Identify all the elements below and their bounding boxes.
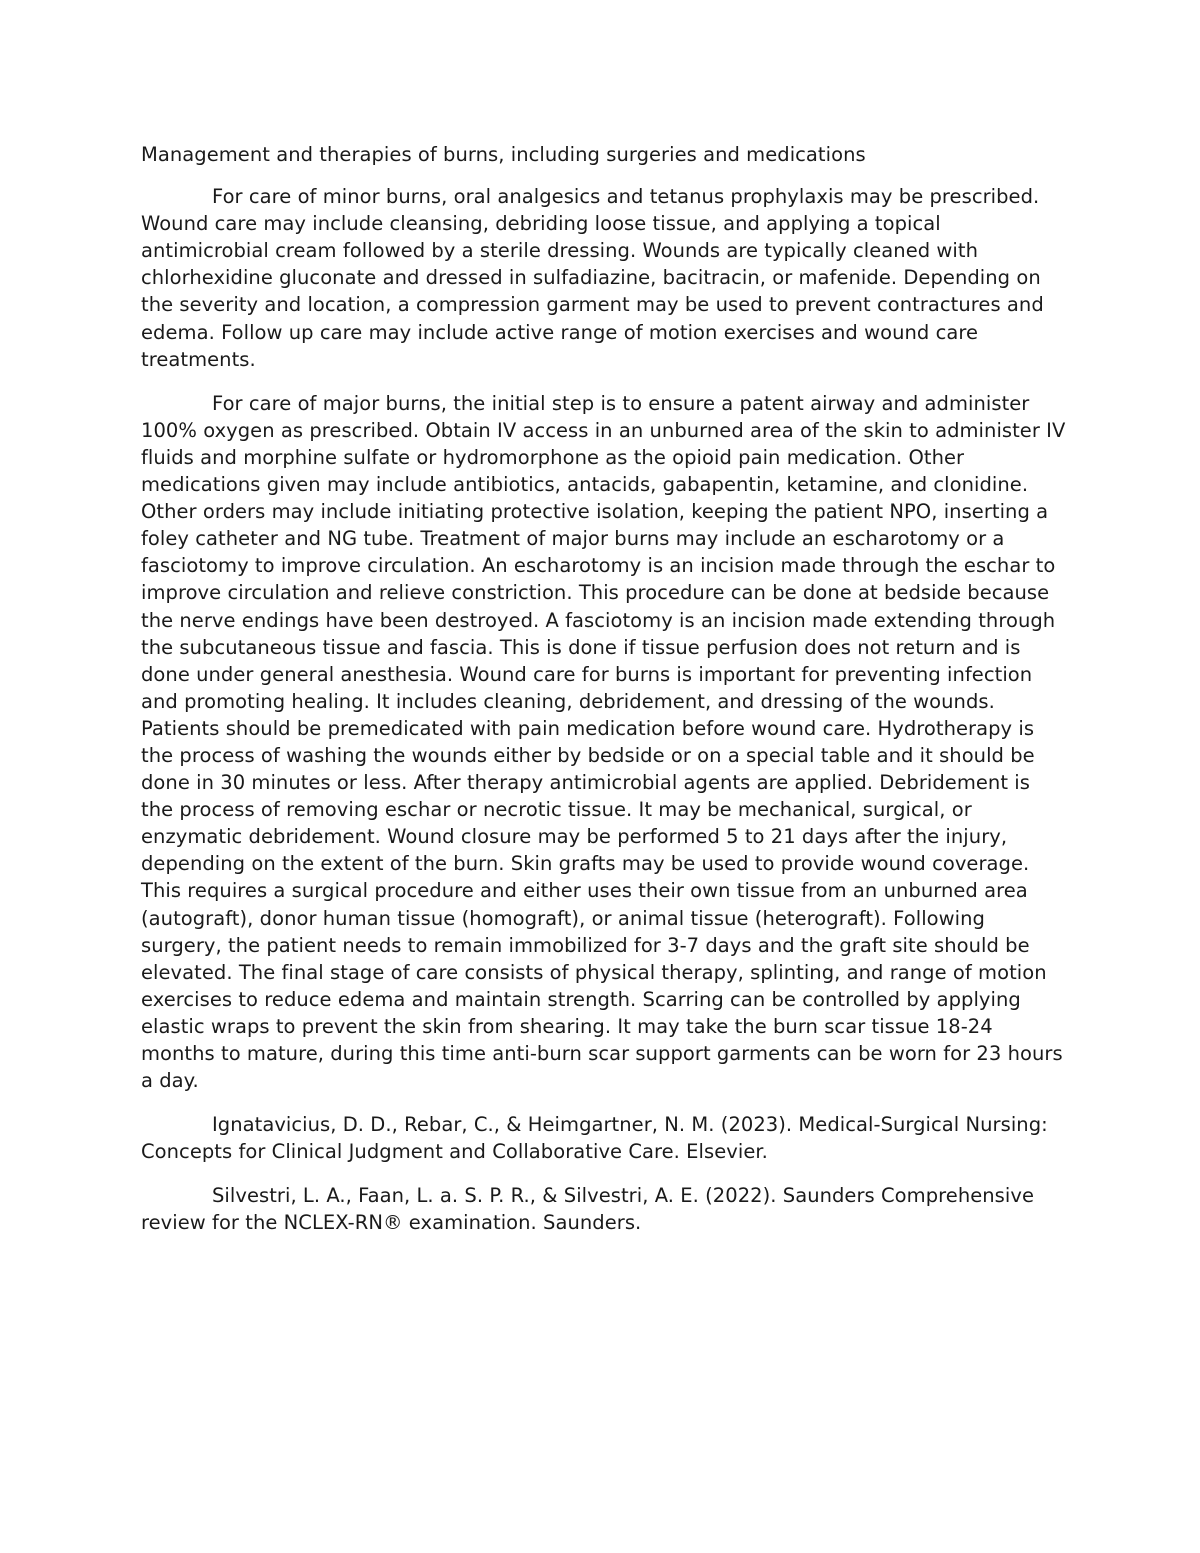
- document-body: [141, 141, 1066, 1254]
- document-title: Management and therapies of burns, including surgeries and medications: [141, 143, 866, 166]
- paragraph-major-burns: For care of major burns, the initial step is to ensure a patent airway and administer 100% oxygen as prescribed. Obtain IV access in an unburned area of the skin to administer IV fluids and morphine sulfate or hydromorphone as the opioid pain medication. Other medications given may include antibiotics, antacids, gabapentin, ketamine, and clonidine. Other orders may include initiating protective isolation, keeping the patient NPO, inserting a foley catheter and NG tube. Treatment of major burns may include an escharotomy or a fasciotomy to improve circulation. An escharotomy is an incision made through the eschar to improve circulation and relieve constriction. This procedure can be done at bedside because the nerve endings have been destroyed. A fasciotomy is an incision made extending through the subcutaneous tissue and fascia. This is done if tissue perfusion does not return and is done under general anesthesia. Wound care for burns is important for preventing infection and promoting healing. It includes cleaning, debridement, and dressing of the wounds. Patients should be premedicated with pain medication before wound care. Hydrotherapy is the process of washing the wounds either by bedside or on a special table and it should be done in 30 minutes or less. After therapy antimicrobial agents are applied. Debridement is the process of removing eschar or necrotic tissue. It may be mechanical, surgical, or enzymatic debridement. Wound closure may be performed 5 to 21 days after the injury, depending on the extent of the burn. Skin grafts may be used to provide wound coverage. This requires a surgical procedure and either uses their own tissue from an unburned area (autograft), donor human tissue (homograft), or animal tissue (heterograft). Following surgery, the patient needs to remain immobilized for 3-7 days and the graft site should be elevated. The final stage of care consists of physical therapy, splinting, and range of motion exercises to reduce edema and maintain strength. Scarring can be controlled by applying elastic wraps to prevent the skin from shearing. It may take the burn scar tissue 18-24 months to mature, during this time anti-burn scar support garments can be worn for 23 hours a day.: [141, 391, 1066, 1093]
- reference-silvestri: Silvestri, L. A., Faan, L. a. S. P. R., & Silvestri, A. E. (2022). Saunders Comprehensive review for the NCLEX-RN® examination. Saunders.: [141, 1184, 1034, 1235]
- paragraph-minor-burns: For care of minor burns, oral analgesics and tetanus prophylaxis may be prescribed. Wound care may include cleansing, debriding loose tissue, and applying a topical antimicrobial cream followed by a sterile dressing. Wounds are typically cleaned with chlorhexidine gluconate and dressed in sulfadiazine, bacitracin, or mafenide. Depending on the severity and location, a compression garment may be used to prevent contractures and edema. Follow up care may include active range of motion exercises and wound care treatments.: [141, 185, 1044, 371]
- reference-ignatavicius: Ignatavicius, D. D., Rebar, C., & Heimgartner, N. M. (2023). Medical-Surgical Nursing: Concepts for Clinical Judgment and Collaborative Care. Elsevier.: [141, 1113, 1048, 1164]
